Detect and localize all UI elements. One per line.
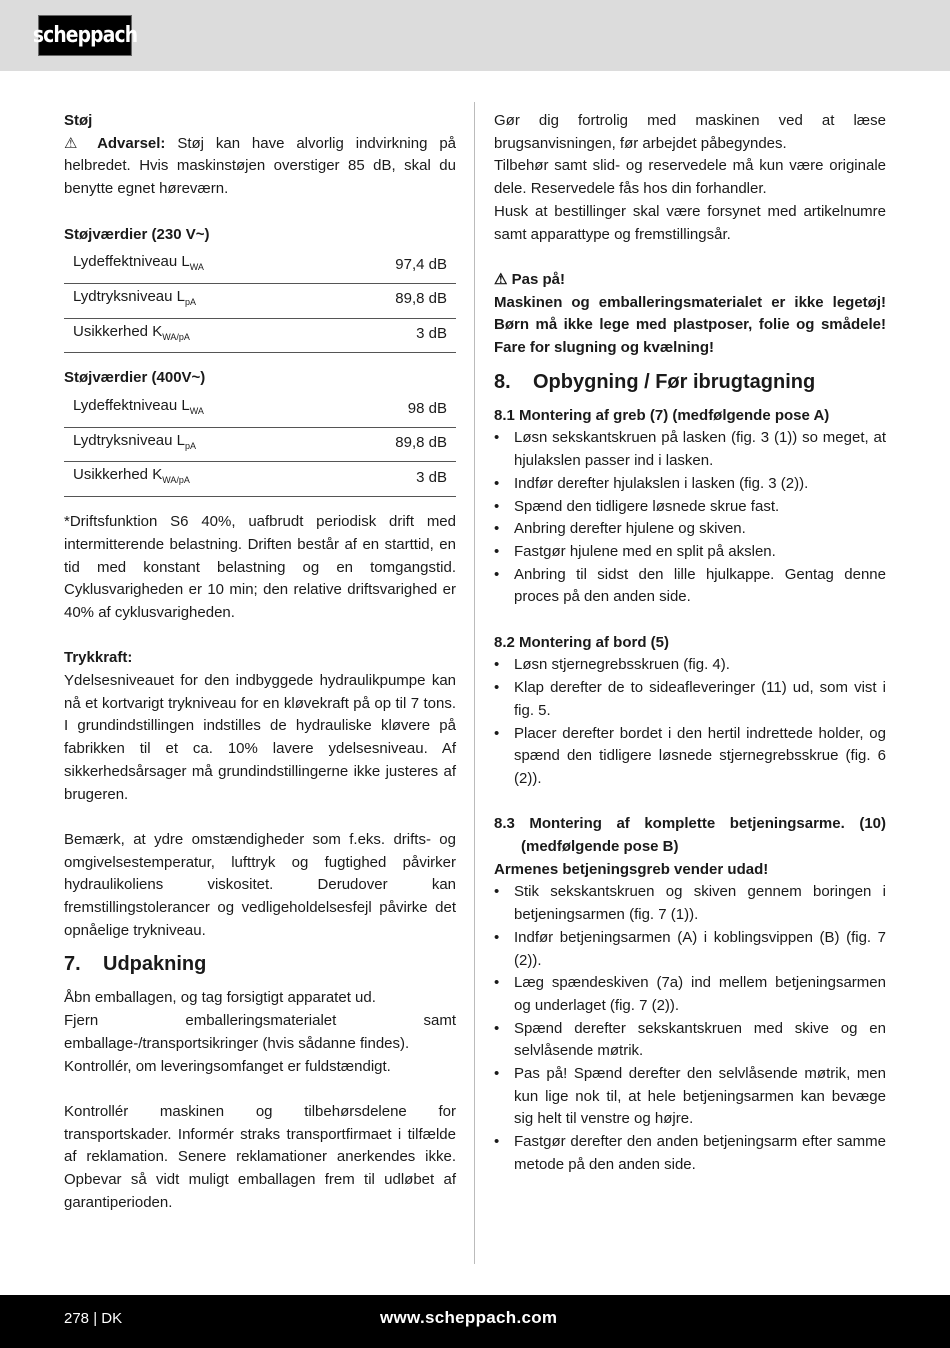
param-label: Lydtryksniveau $L_{pA}$: [64, 427, 331, 462]
section-title-stoj: Støj: [64, 112, 93, 129]
subsection-8-2: 8.2 Montering af bord (5): [494, 633, 670, 651]
caution-text: Maskinen og emballeringsmaterialet er ikke legetøj! Børn må ikke lege med plastposer, folie og smådele! Fare for slugning og kvælning!: [494, 293, 886, 357]
section-heading-7: 7. Udpakning: [64, 953, 207, 976]
page-header: [0, 0, 950, 71]
table-row: [64, 393, 456, 427]
list-item: • Stik sekskantskruen og skiven gennem boringen i betjeningsarmen (fig. 7 (1)).: [494, 881, 886, 926]
list-item: • Spænd den tidligere løsnede skrue fast.: [494, 496, 886, 519]
trykkraft-paragraph: Ydelsesniveauet for den indbyggede hydraulikpumpe kan nå et kortvarigt trykniveau for en kløvekraft på op til 7 tons. I grundindstillingen indstilles de hydrauliske kløvere på fabrikken til et ca. 10% lavere ydelsesniveau. Af sikkerhedsårsager må grundindstillingerne ikke justeres af brugeren.: [64, 672, 456, 803]
param-label: Usikkerhed $K_{WA/pA}$: [64, 318, 331, 353]
intro-line: Tilbehør samt slid- og reservedele må kun være originale dele. Reservedele fås hos din forhandler.: [494, 157, 886, 198]
subsection-8-1: 8.1 Montering af greb (7) (medfølgende pose A): [494, 406, 830, 424]
list-item: • Indfør derefter hjulakslen i lasken (fig. 3 (2)).: [494, 473, 886, 496]
inspection-paragraph: Kontrollér maskinen og tilbehørsdelene for transportskader. Informér straks transportfirmaet i tilfælde af reklamation. Senere reklamationer anerkendes ikke. Opbevar så vidt muligt emballagen frem til udløbet af garantiperioden.: [64, 1102, 456, 1211]
list-item: • Placer derefter bordet i den hertil indrettede holder, og spænd den tidligere løsnede stjernegrebsskrue (fig. 6 (2)).: [494, 723, 886, 791]
trykkraft-title: Trykkraft:: [64, 649, 133, 667]
noise-table-230: [64, 249, 456, 353]
param-value: 89,8 dB: [331, 283, 456, 318]
param-label: Lydtryksniveau $L_{pA}$: [64, 283, 331, 318]
table-row: [64, 318, 456, 353]
intro-line: Gør dig fortrolig med maskinen ved at læse brugsanvisningen, før arbejdet påbegyndes.: [494, 112, 886, 152]
list-item: • Fastgør derefter den anden betjeningsarm efter samme metode på den anden side.: [494, 1131, 886, 1176]
list-item: • Anbring derefter hjulene og skiven.: [494, 518, 886, 541]
left-column: [64, 110, 456, 1214]
param-value: 97,4 dB: [331, 249, 456, 283]
table-row: [64, 462, 456, 497]
warning-paragraph: ⚠ Advarsel: Støj kan have alvorlig indvirkning på helbredet. Hvis maskinstøjen overstiger 85 dB, skal du benytte egnet høreværn.: [64, 134, 457, 198]
section-heading-8: 8. Opbygning / Før ibrugtagning: [494, 370, 816, 393]
param-label: Lydeffektniveau $L_{WA}$: [64, 393, 331, 427]
unpack-line: Åbn emballagen, og tag forsigtigt apparatet ud.: [64, 989, 376, 1007]
warning-icon: ⚠: [494, 270, 508, 288]
list-item: • Fastgør hjulene med en split på akslen.: [494, 541, 886, 564]
list-item: • Løsn sekskantskruen på lasken (fig. 3 (1)) so meget, at hjulakslen passer ind i lasken.: [494, 427, 886, 472]
list-item: • Læg spændeskiven (7a) ind mellem betjeningsarmen og underlaget (fig. 7 (2)).: [494, 972, 886, 1017]
page-footer: [0, 1295, 950, 1348]
website-link[interactable]: www.scheppach.com: [380, 1308, 558, 1327]
subsection-8-3: 8.3 Montering af komplette betjeningsarme. (10): [494, 815, 886, 833]
scheppach-logo: scheppach: [38, 15, 132, 56]
param-value: 89,8 dB: [331, 427, 456, 462]
drift-paragraph: *Driftsfunktion S6 40%, uafbrudt periodisk drift med intermitterende belastning. Driften består af en starttid, en tid med konstant belastning og en tomgangstid. Cyklusvarigheden er 10 min; den relative driftsvarighed er 40% af cyklusvarigheden.: [64, 513, 456, 621]
subsection-8-3-note: Armenes betjeningsgreb vender udad!: [494, 860, 769, 878]
list-item: • Pas på! Spænd derefter den selvlåsende møtrik, men kun lige nok til, at hele betjeningsarmen kan bevæge sig helt til venstre og højre.: [494, 1063, 886, 1131]
page-number: 278 | DK: [64, 1310, 123, 1327]
param-value: 3 dB: [331, 318, 456, 353]
intro-line: Husk at bestillinger skal være forsynet med artikelnumre samt apparattype og fremstillingsår.: [494, 202, 886, 243]
param-label: Lydeffektniveau $L_{WA}$: [64, 249, 331, 283]
table-title-230: Støjværdier (230 V~): [64, 225, 210, 243]
column-divider: [474, 102, 475, 1264]
subsection-8-3-sub: (medfølgende pose B): [521, 838, 679, 856]
list-item: • Spænd derefter sekskantskruen med skive og en selvlåsende møtrik.: [494, 1018, 886, 1063]
table-title-400: Støjværdier (400V~): [64, 369, 206, 387]
param-value: 3 dB: [331, 462, 456, 497]
noise-table-400: [64, 393, 456, 497]
table-row: [64, 283, 456, 318]
unpack-line: Kontrollér, om leveringsomfanget er fuldstændigt.: [64, 1057, 391, 1075]
steps-8-1: [494, 427, 886, 609]
list-item: • Klap derefter de to sideafleveringer (11) ud, som vist i fig. 5.: [494, 677, 886, 722]
list-item: • Anbring til sidst den lille hjulkappe. Gentag denne proces på den anden side.: [494, 564, 886, 609]
param-label: Usikkerhed $K_{WA/pA}$: [64, 462, 331, 497]
table-row: [64, 249, 456, 283]
list-item: • Indfør betjeningsarmen (A) i koblingsvippen (B) (fig. 7 (2)).: [494, 927, 886, 972]
bemaerk-paragraph: Bemærk, at ydre omstændigheder som f.eks. drifts- og omgivelsestemperatur, lufttryk og fugtighed påvirker hydraulikoliens viskositet. Derudover kan fremstillingstolerancer og vedligeholdelsesfejl påvirke det opnåelige trykniveau.: [64, 830, 456, 939]
steps-8-3: [494, 881, 886, 1176]
param-value: 98 dB: [331, 393, 456, 427]
right-column: [494, 110, 886, 1177]
warning-icon: ⚠: [64, 134, 86, 152]
table-row: [64, 427, 456, 462]
list-item: • Løsn stjernegrebsskruen (fig. 4).: [494, 654, 886, 677]
unpack-line: Fjern emballeringsmaterialet samt emballage-/transportsikringer (hvis sådanne findes).: [64, 1012, 456, 1052]
caution-title: ⚠ Pas på!: [494, 270, 565, 288]
steps-8-2: [494, 654, 886, 790]
